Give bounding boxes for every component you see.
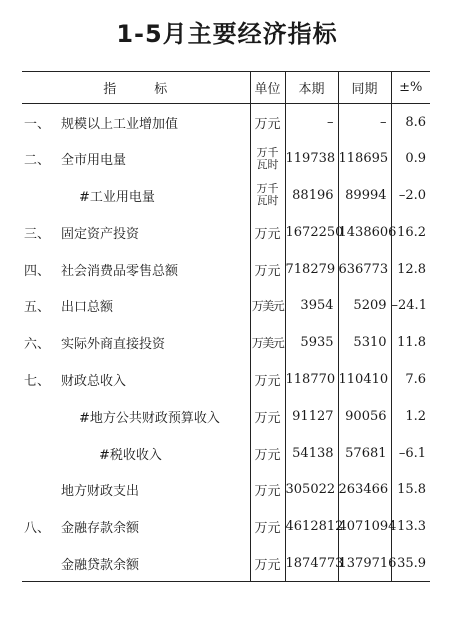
table-row	[22, 324, 430, 361]
row-indicator-name: 金融存款余额	[61, 521, 140, 537]
row-index: 五、	[24, 300, 51, 316]
row-indicator-name: 地方财政支出	[61, 484, 140, 500]
row-change-percent: 7.6	[391, 361, 430, 398]
row-current-value: 4612812	[285, 508, 338, 545]
row-change-percent: 0.9	[391, 140, 430, 177]
row-unit: 万元	[250, 214, 285, 251]
row-indicator-name: 出口总额	[61, 300, 114, 316]
header-previous: 同期	[338, 72, 391, 104]
row-indicator-name: 财政总收入	[61, 373, 127, 389]
row-index	[22, 545, 57, 582]
row-unit: 万元	[250, 471, 285, 508]
row-change-percent: 35.9	[391, 545, 430, 582]
row-previous-value: 1379716	[338, 545, 391, 582]
row-index	[22, 398, 57, 435]
table-row	[22, 251, 430, 288]
row-previous-value: 57681	[338, 435, 391, 472]
row-index	[22, 177, 57, 214]
row-unit: 万元	[250, 398, 285, 435]
row-current-value: 91127	[285, 398, 338, 435]
row-current-value: 88196	[285, 177, 338, 214]
row-current-value: 54138	[285, 435, 338, 472]
row-current-value: 1672250	[285, 214, 338, 251]
row-unit: 万千 瓦时	[250, 140, 285, 177]
row-change-percent: 13.3	[391, 508, 430, 545]
table-row	[22, 508, 430, 545]
header-indicator: 指标	[22, 72, 250, 104]
row-previous-value: 4071094	[338, 508, 391, 545]
row-indicator-name: #工业用电量	[79, 189, 155, 205]
table-row	[22, 471, 430, 508]
row-indicator-name: #地方公共财政预算收入	[79, 410, 220, 426]
row-change-percent: 16.2	[391, 214, 430, 251]
row-unit: 万元	[250, 361, 285, 398]
row-current-value: 305022	[285, 471, 338, 508]
row-previous-value: 5209	[338, 287, 391, 324]
row-index: 四、	[24, 263, 51, 279]
row-indicator-name: 固定资产投资	[61, 226, 140, 242]
indicators-table	[22, 71, 430, 582]
row-previous-value: 110410	[338, 361, 391, 398]
header-unit: 单位	[250, 72, 285, 104]
row-change-percent: –24.1	[391, 287, 430, 324]
row-change-percent: –2.0	[391, 177, 430, 214]
row-indicator-name: #税收收入	[99, 447, 162, 463]
row-previous-value: 5310	[338, 324, 391, 361]
row-previous-value: 263466	[338, 471, 391, 508]
row-indicator-name: 全市用电量	[61, 153, 127, 169]
row-current-value: 119738	[285, 140, 338, 177]
table-row	[22, 214, 430, 251]
row-change-percent: 11.8	[391, 324, 430, 361]
row-previous-value: –	[338, 104, 391, 141]
table-header-row	[22, 72, 430, 104]
row-current-value: 1874773	[285, 545, 338, 582]
row-unit: 万元	[250, 435, 285, 472]
row-current-value: 718279	[285, 251, 338, 288]
row-previous-value: 118695	[338, 140, 391, 177]
row-index	[22, 471, 57, 508]
header-current: 本期	[285, 72, 338, 104]
row-change-percent: –6.1	[391, 435, 430, 472]
row-previous-value: 636773	[338, 251, 391, 288]
page-title: 1-5月主要经济指标	[116, 20, 338, 48]
table-row	[22, 104, 430, 141]
table-row	[22, 435, 430, 472]
row-unit: 万元	[250, 508, 285, 545]
row-indicator-name: 规模以上工业增加值	[61, 116, 179, 132]
table-row	[22, 545, 430, 582]
row-previous-value: 89994	[338, 177, 391, 214]
row-index	[22, 435, 57, 472]
row-change-percent: 12.8	[391, 251, 430, 288]
row-unit: 万元	[250, 545, 285, 582]
row-index: 七、	[24, 373, 51, 389]
table-row	[22, 398, 430, 435]
table-row	[22, 177, 430, 214]
row-index: 二、	[24, 153, 51, 169]
table-row	[22, 287, 430, 324]
row-current-value: –	[285, 104, 338, 141]
row-unit: 万美元	[250, 324, 285, 361]
row-change-percent: 1.2	[391, 398, 430, 435]
row-index: 八、	[24, 521, 51, 537]
row-indicator-name: 实际外商直接投资	[61, 337, 166, 353]
row-change-percent: 15.8	[391, 471, 430, 508]
row-unit: 万元	[250, 104, 285, 141]
row-change-percent: 8.6	[391, 104, 430, 141]
row-index: 一、	[24, 116, 51, 132]
header-change: ±%	[391, 72, 430, 104]
row-index: 六、	[24, 337, 51, 353]
row-unit: 万元	[250, 251, 285, 288]
table-row	[22, 361, 430, 398]
row-previous-value: 1438606	[338, 214, 391, 251]
row-current-value: 118770	[285, 361, 338, 398]
row-unit: 万千 瓦时	[250, 177, 285, 214]
table-row	[22, 140, 430, 177]
row-indicator-name: 金融贷款余额	[57, 545, 250, 582]
row-current-value: 5935	[285, 324, 338, 361]
row-indicator-name: 社会消费品零售总额	[61, 263, 179, 279]
row-unit: 万美元	[250, 287, 285, 324]
row-previous-value: 90056	[338, 398, 391, 435]
row-current-value: 3954	[285, 287, 338, 324]
table-body	[22, 104, 430, 582]
row-index: 三、	[24, 226, 51, 242]
